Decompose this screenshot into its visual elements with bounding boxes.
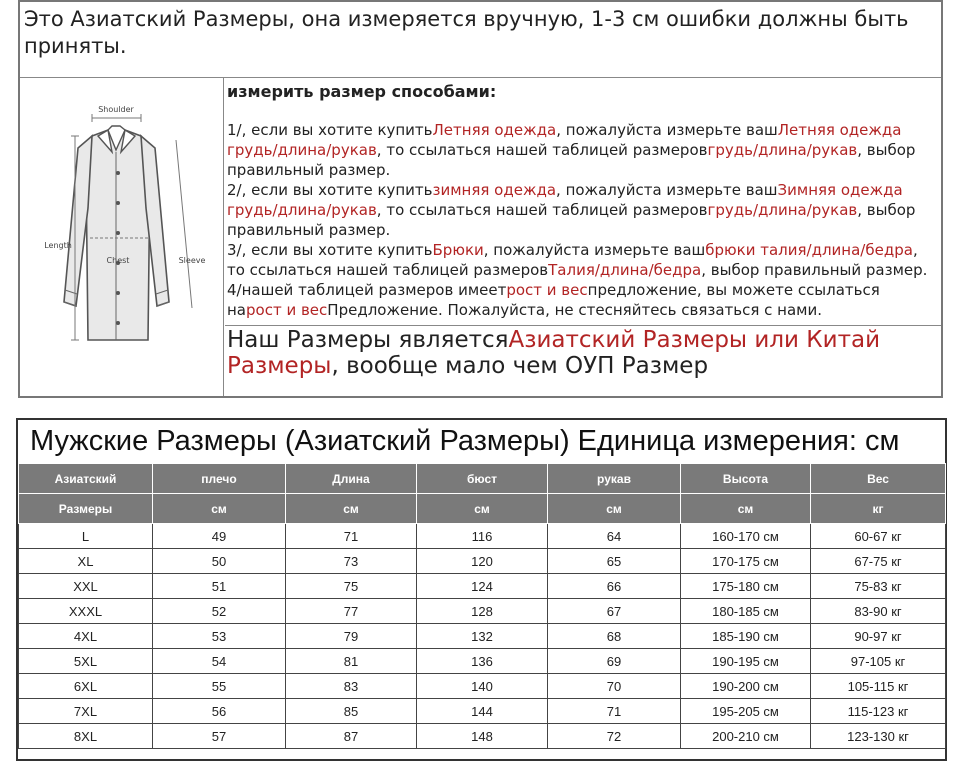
size-table — [18, 463, 946, 749]
table-cell: 67-75 кг — [811, 549, 946, 574]
unit-cell: Размеры — [19, 494, 153, 524]
size-note: Наш Размеры являетсяАзиатский Размеры или Китай Размеры, вообще мало чем ОУП Размер — [227, 327, 881, 379]
table-cell: 190-195 см — [681, 649, 811, 674]
table-cell: 79 — [286, 624, 417, 649]
sleeve-label: Sleeve — [178, 256, 206, 265]
unit-cell: см — [286, 494, 417, 524]
table-cell: XXXL — [19, 599, 153, 624]
table-cell: 160-170 см — [681, 524, 811, 549]
table-cell: 6XL — [19, 674, 153, 699]
table-cell: 71 — [286, 524, 417, 549]
table-row — [19, 624, 946, 649]
table-row — [19, 674, 946, 699]
header-cell: Вес — [811, 464, 946, 494]
table-cell: 90-97 кг — [811, 624, 946, 649]
table-cell: 124 — [417, 574, 548, 599]
table-cell: L — [19, 524, 153, 549]
instructions-heading: измерить размер способами: — [227, 82, 497, 101]
table-cell: 116 — [417, 524, 548, 549]
intro-title: Это Азиатский Размеры, она измеряется вручную, 1-3 см ошибки должны быть приняты. — [20, 2, 941, 78]
table-cell: 77 — [286, 599, 417, 624]
size-table-box — [16, 418, 947, 761]
table-cell: 128 — [417, 599, 548, 624]
header-cell: Длина — [286, 464, 417, 494]
header-cell: бюст — [417, 464, 548, 494]
header-cell: Высота — [681, 464, 811, 494]
table-row — [19, 574, 946, 599]
table-cell: 123-130 кг — [811, 724, 946, 749]
table-cell: 4XL — [19, 624, 153, 649]
table-row — [19, 549, 946, 574]
table-row — [19, 649, 946, 674]
table-cell: 60-67 кг — [811, 524, 946, 549]
table-cell: 73 — [286, 549, 417, 574]
table-cell: 67 — [548, 599, 681, 624]
instruction-height-weight: 4/нашей таблицей размеров имеетрост и веспредложение, вы можете ссылаться нарост и весПредложение. Пожалуйста, не стесняйтесь связаться с нами. — [227, 281, 880, 319]
table-cell: 75 — [286, 574, 417, 599]
table-cell: 85 — [286, 699, 417, 724]
instruction-summer: 1/, если вы хотите купитьЛетняя одежда, пожалуйста измерьте вашЛетняя одежда грудь/длина/рукав, то ссылаться нашей таблицей размеровгрудь/длина/рукав, выбор правильный размер. — [227, 121, 916, 179]
table-cell: 140 — [417, 674, 548, 699]
table-cell: 105-115 кг — [811, 674, 946, 699]
table-cell: 75-83 кг — [811, 574, 946, 599]
table-cell: 115-123 кг — [811, 699, 946, 724]
table-cell: 71 — [548, 699, 681, 724]
table-row — [19, 699, 946, 724]
table-cell: 195-205 см — [681, 699, 811, 724]
table-cell: 185-190 см — [681, 624, 811, 649]
table-cell: 52 — [153, 599, 286, 624]
table-cell: 50 — [153, 549, 286, 574]
size-guide-box — [18, 0, 943, 398]
table-cell: 148 — [417, 724, 548, 749]
shoulder-label: Shoulder — [98, 105, 134, 114]
instruction-pants: 3/, если вы хотите купитьБрюки, пожалуйста измерьте вашбрюки талия/длина/бедра, то ссылаться нашей таблицей размеровТалия/длина/бедра, выбор правильный размер. — [227, 241, 928, 279]
header-cell: Азиатский — [19, 464, 153, 494]
shirt-measurement-diagram — [20, 78, 224, 396]
header-cell: рукав — [548, 464, 681, 494]
size-table-units-row — [19, 494, 946, 524]
table-cell: 69 — [548, 649, 681, 674]
measurement-instructions — [225, 78, 941, 326]
table-cell: 120 — [417, 549, 548, 574]
table-cell: XL — [19, 549, 153, 574]
chest-label: Chest — [106, 256, 130, 265]
table-cell: 7XL — [19, 699, 153, 724]
table-cell: 190-200 см — [681, 674, 811, 699]
table-cell: 54 — [153, 649, 286, 674]
unit-cell: кг — [811, 494, 946, 524]
table-cell: 83 — [286, 674, 417, 699]
table-cell: 175-180 см — [681, 574, 811, 599]
table-cell: 136 — [417, 649, 548, 674]
size-table-header-row — [19, 464, 946, 494]
instruction-winter: 2/, если вы хотите купитьзимняя одежда, пожалуйста измерьте вашЗимняя одежда грудь/длина/рукав, то ссылаться нашей таблицей размеровгрудь/длина/рукав, выбор правильный размер. — [227, 181, 916, 239]
table-cell: 81 — [286, 649, 417, 674]
table-cell: 87 — [286, 724, 417, 749]
table-cell: 66 — [548, 574, 681, 599]
table-cell: 97-105 кг — [811, 649, 946, 674]
size-table-title: Мужские Размеры (Азиатский Размеры) Единица измерения: см — [30, 425, 900, 457]
table-cell: 53 — [153, 624, 286, 649]
table-cell: 70 — [548, 674, 681, 699]
table-row — [19, 724, 946, 749]
unit-cell: см — [681, 494, 811, 524]
table-cell: 5XL — [19, 649, 153, 674]
table-cell: 51 — [153, 574, 286, 599]
table-cell: 55 — [153, 674, 286, 699]
table-cell: 49 — [153, 524, 286, 549]
table-cell: 200-210 см — [681, 724, 811, 749]
table-cell: XXL — [19, 574, 153, 599]
length-label: Length — [44, 241, 72, 250]
unit-cell: см — [417, 494, 548, 524]
unit-cell: см — [548, 494, 681, 524]
table-cell: 144 — [417, 699, 548, 724]
table-cell: 72 — [548, 724, 681, 749]
table-row — [19, 524, 946, 549]
table-cell: 170-175 см — [681, 549, 811, 574]
table-cell: 64 — [548, 524, 681, 549]
table-cell: 65 — [548, 549, 681, 574]
table-row — [19, 599, 946, 624]
table-cell: 83-90 кг — [811, 599, 946, 624]
unit-cell: см — [153, 494, 286, 524]
table-cell: 8XL — [19, 724, 153, 749]
table-cell: 56 — [153, 699, 286, 724]
table-cell: 68 — [548, 624, 681, 649]
table-cell: 180-185 см — [681, 599, 811, 624]
header-cell: плечо — [153, 464, 286, 494]
table-cell: 132 — [417, 624, 548, 649]
table-cell: 57 — [153, 724, 286, 749]
